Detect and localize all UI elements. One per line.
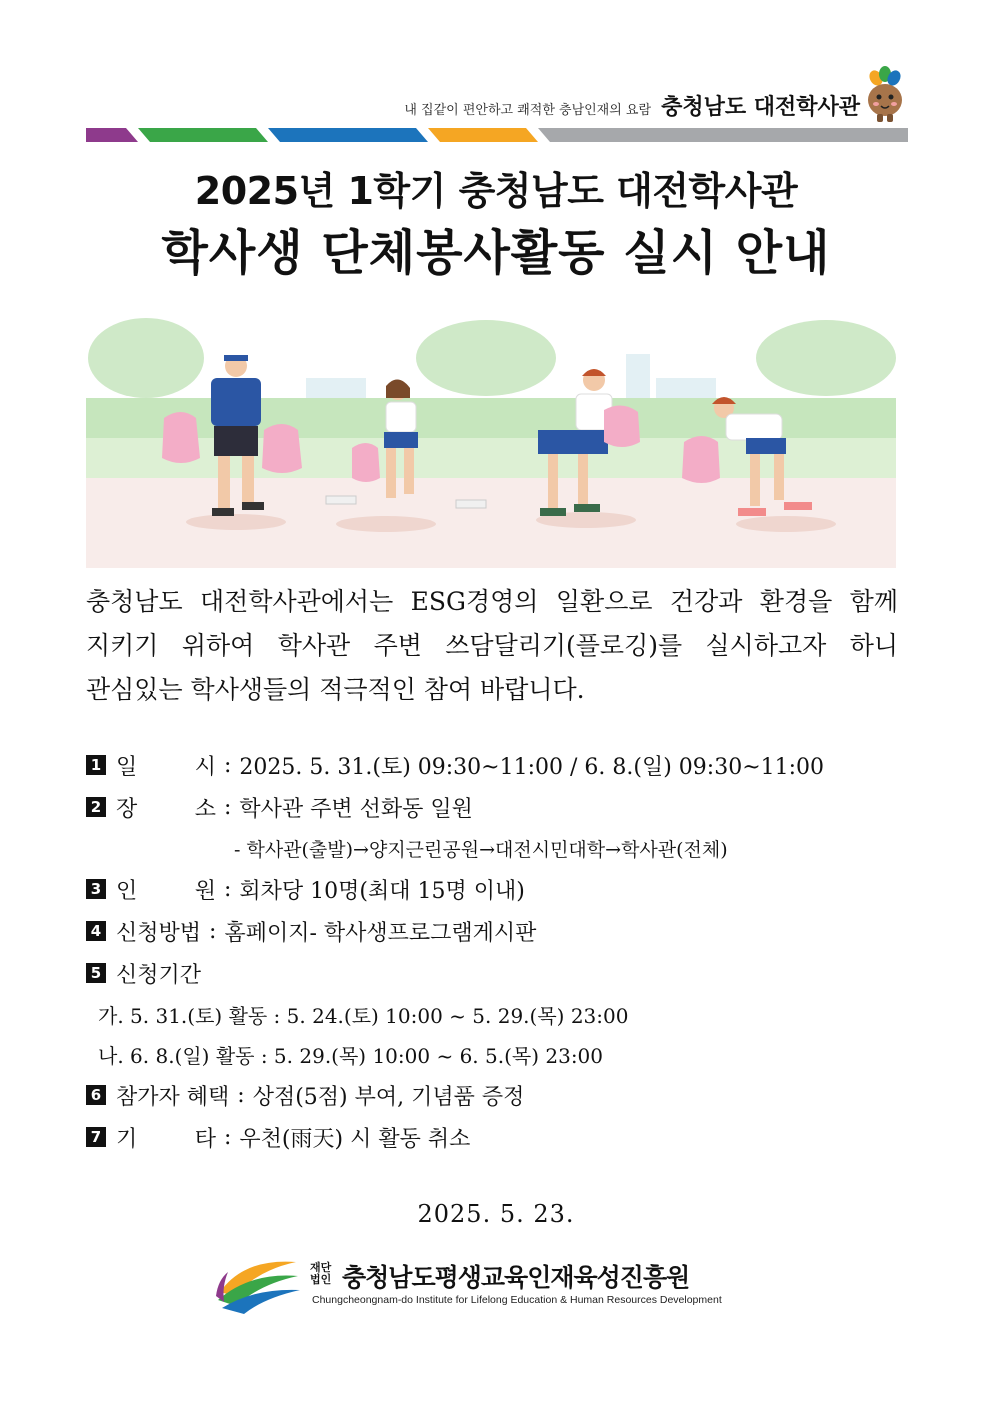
brand-name: 충청남도 대전학사관: [661, 95, 860, 120]
detail-people: [86, 868, 898, 910]
organization-name-english: Chungcheongnam-do Institute for Lifelong Education & Human Resources Development: [312, 1294, 722, 1306]
detail-label: 신청방법: [116, 920, 202, 946]
intro-line-1: 충청남도 대전학사관에서는 ESG경영의 일환으로 건강과 환경을 함께: [86, 587, 898, 616]
detail-label: 인 원: [116, 878, 216, 904]
number-badge: 7: [86, 1127, 106, 1147]
detail-period: [86, 952, 898, 994]
detail-value: 2025. 5. 31.(토) 09:30~11:00 / 6. 8.(일) 09:30~11:00: [239, 754, 825, 780]
detail-label: 장 소: [116, 796, 216, 822]
period-item: 나. 6. 8.(일) 활동 : 5. 29.(목) 10:00 ~ 6. 5.(목) 23:00: [98, 1043, 604, 1068]
separator: :: [237, 1082, 245, 1108]
institute-logo-icon: [214, 1252, 302, 1316]
detail-place: [86, 786, 898, 828]
separator: :: [224, 752, 232, 778]
detail-label: 신청기간: [116, 962, 202, 988]
detail-date: [86, 744, 898, 786]
number-badge: 4: [86, 921, 106, 941]
separator: :: [224, 876, 232, 902]
issue-date: 2025. 5. 23.: [417, 1200, 575, 1228]
number-badge: 3: [86, 879, 106, 899]
detail-value: 회차당 10명(최대 15명 이내): [239, 878, 525, 904]
detail-label: 기 타: [116, 1126, 216, 1152]
slogan: 내 집같이 편안하고 쾌적한 충남인재의 요람: [404, 103, 652, 118]
organization-name: 충청남도평생교육인재육성진흥원: [342, 1263, 690, 1292]
title-line-2: 학사생 단체봉사활동 실시 안내: [161, 225, 831, 281]
separator: :: [224, 1124, 232, 1150]
detail-label: 일 시: [116, 754, 216, 780]
period-item: 가. 5. 31.(토) 활동 : 5. 24.(토) 10:00 ~ 5. 29.(목) 23:00: [98, 1003, 629, 1028]
plogging-illustration: [86, 318, 896, 568]
number-badge: 2: [86, 797, 106, 817]
detail-value: 우천(雨天) 시 활동 취소: [239, 1126, 471, 1152]
detail-benefit: [86, 1074, 898, 1116]
details-list: [86, 744, 898, 1158]
number-badge: 6: [86, 1085, 106, 1105]
foundation-label: 재단법인: [310, 1261, 332, 1286]
detail-label: 참가자 혜택: [116, 1084, 230, 1110]
detail-value: 학사관 주변 선화동 일원: [239, 796, 473, 822]
mascot-icon: [862, 66, 908, 124]
detail-route: - 학사관(출발)→양지근린공원→대전시민대학→학사관(전체): [234, 838, 728, 861]
intro-line-3: 관심있는 학사생들의 적극적인 참여 바랍니다.: [86, 675, 585, 704]
footer-organization: [214, 1248, 784, 1318]
intro-line-2: 지키기 위하여 학사관 주변 쓰담달리기(플로깅)를 실시하고자 하니: [86, 631, 898, 660]
detail-etc: [86, 1116, 898, 1158]
separator: :: [224, 794, 232, 820]
title-line-1: 2025년 1학기 충청남도 대전학사관: [194, 169, 798, 213]
intro-paragraph: [86, 580, 898, 712]
detail-value: 상점(5점) 부여, 기념품 증정: [252, 1084, 525, 1110]
detail-method: [86, 910, 898, 952]
separator: :: [209, 918, 217, 944]
number-badge: 5: [86, 963, 106, 983]
header: [86, 62, 908, 128]
detail-value: 홈페이지- 학사생프로그램게시판: [224, 920, 537, 946]
header-stripe: [86, 128, 908, 142]
number-badge: 1: [86, 755, 106, 775]
slogan-row: [404, 90, 860, 121]
